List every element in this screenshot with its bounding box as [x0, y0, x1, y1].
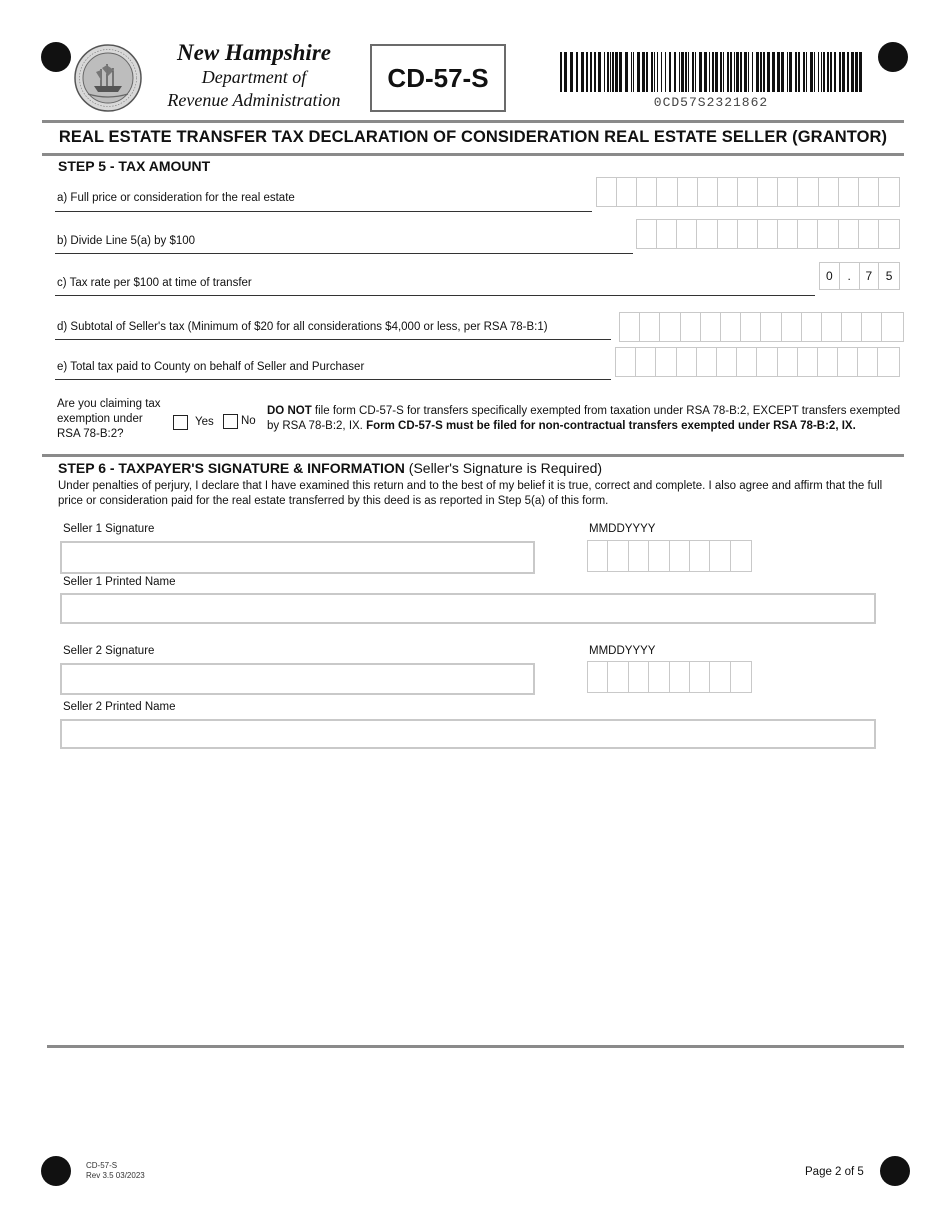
barcode-bar — [560, 52, 562, 92]
barcode-bar — [695, 52, 696, 92]
barcode-bar — [570, 52, 573, 92]
seller2-signature-field[interactable] — [60, 663, 535, 695]
barcode-bar — [781, 52, 784, 92]
barcode-bar — [586, 52, 588, 92]
barcode-bar — [576, 52, 578, 92]
barcode-bar — [607, 52, 609, 92]
barcode-bar — [760, 52, 762, 92]
barcode-bar — [712, 52, 714, 92]
line-5d-amount-field[interactable] — [619, 312, 904, 342]
header-rule — [42, 120, 904, 123]
line-5a-underline — [55, 211, 592, 212]
barcode-bar — [859, 52, 862, 92]
exemption-no-checkbox[interactable] — [223, 414, 238, 429]
line-5e-amount-field[interactable] — [615, 347, 900, 377]
line-5a-label: a) Full price or consideration for the real estate — [57, 192, 295, 204]
barcode-bar — [736, 52, 739, 92]
seller2-printed-name-field[interactable] — [60, 719, 876, 749]
rate-digit: . — [840, 263, 860, 289]
barcode-bar — [679, 52, 680, 92]
registration-mark-top-right — [878, 42, 908, 72]
line-5d-label: d) Subtotal of Seller's tax (Minimum of $20 for all considerations $4,000 or less, per RSA 78-B:1) — [57, 321, 548, 333]
barcode-bar — [692, 52, 694, 92]
barcode — [560, 52, 862, 92]
form-id-box — [370, 44, 506, 112]
seller1-name-label: Seller 1 Printed Name — [63, 576, 176, 588]
barcode-bar — [734, 52, 735, 92]
barcode-bar — [748, 52, 749, 92]
agency-name — [148, 40, 360, 112]
barcode-bar — [744, 52, 747, 92]
barcode-bar — [646, 52, 648, 92]
barcode-bar — [704, 52, 707, 92]
barcode-bar — [803, 52, 805, 92]
perjury-declaration: Under penalties of perjury, I declare that I have examined this return and to the best of my belief it is true, correct and complete. I also agree and affirm that the full price or consideration paid for the real estate transferred by this deed is as reported in Step 5(a) of this form. — [58, 480, 883, 507]
department-line-2: Revenue Administration — [167, 90, 341, 110]
seller1-printed-name-field[interactable] — [60, 593, 876, 624]
barcode-bar — [610, 52, 611, 92]
barcode-bar — [699, 52, 702, 92]
bottom-rule — [47, 1045, 904, 1048]
barcode-bar — [767, 52, 770, 92]
barcode-bar — [818, 52, 819, 92]
rate-digit: 7 — [860, 263, 880, 289]
registration-mark-top-left — [41, 42, 71, 72]
state-name: New Hampshire — [177, 40, 331, 65]
rate-digit: 0 — [820, 263, 840, 289]
barcode-bar — [810, 52, 813, 92]
seller2-date-field[interactable] — [587, 661, 752, 693]
barcode-bar — [798, 52, 800, 92]
seller1-date-label: MMDDYYYY — [589, 523, 656, 535]
barcode-bar — [787, 52, 788, 92]
footer-form-info: CD-57-S Rev 3.5 03/2023 — [86, 1161, 145, 1180]
barcode-bar — [651, 52, 653, 92]
barcode-bar — [720, 52, 722, 92]
exemption-yes-label: Yes — [195, 416, 214, 428]
exemption-yes-checkbox[interactable] — [173, 415, 188, 430]
barcode-bar — [715, 52, 718, 92]
seller1-signature-label: Seller 1 Signature — [63, 523, 155, 535]
exemption-no-label: No — [241, 415, 256, 427]
barcode-bar — [821, 52, 822, 92]
barcode-bar — [772, 52, 775, 92]
barcode-bar — [637, 52, 640, 92]
barcode-bar — [847, 52, 849, 92]
barcode-bar — [855, 52, 858, 92]
barcode-bar — [633, 52, 634, 92]
barcode-bar — [688, 52, 689, 92]
barcode-bar — [740, 52, 742, 92]
barcode-bar — [795, 52, 797, 92]
state-seal-icon — [74, 44, 142, 112]
seller2-name-label: Seller 2 Printed Name — [63, 701, 176, 713]
rate-digit: 5 — [885, 269, 893, 283]
barcode-bar — [789, 52, 792, 92]
barcode-bar — [669, 52, 671, 92]
line-5b-underline — [55, 253, 633, 254]
barcode-bar — [581, 52, 584, 92]
line-5c-label: c) Tax rate per $100 at time of transfer — [57, 277, 252, 289]
barcode-bar — [612, 52, 614, 92]
barcode-bar — [674, 52, 676, 92]
barcode-bar — [727, 52, 729, 92]
barcode-bar — [752, 52, 753, 92]
barcode-bar — [665, 52, 666, 92]
line-5a-amount-field[interactable] — [596, 177, 900, 207]
barcode-bar — [823, 52, 825, 92]
step6-rule — [42, 454, 904, 457]
barcode-bar — [604, 52, 605, 92]
line-5b-label: b) Divide Line 5(a) by $100 — [57, 235, 196, 247]
barcode-bar — [777, 52, 780, 92]
barcode-bar — [756, 52, 759, 92]
barcode-bar — [594, 52, 596, 92]
barcode-bar — [723, 52, 724, 92]
barcode-bar — [839, 52, 841, 92]
barcode-bar — [814, 52, 815, 92]
barcode-bar — [685, 52, 687, 92]
barcode-bar — [661, 52, 662, 92]
seller1-signature-field[interactable] — [60, 541, 535, 574]
barcode-bar — [834, 52, 836, 92]
barcode-bar — [631, 52, 632, 92]
barcode-bar — [657, 52, 658, 92]
line-5b-amount-field[interactable] — [636, 219, 900, 249]
barcode-bar — [851, 52, 854, 92]
registration-mark-bottom-right — [880, 1156, 910, 1186]
barcode-bar — [625, 52, 628, 92]
barcode-bar — [830, 52, 832, 92]
barcode-bar — [564, 52, 567, 92]
registration-mark-bottom-left — [41, 1156, 71, 1186]
form-title: REAL ESTATE TRANSFER TAX DECLARATION OF CONSIDERATION REAL ESTATE SELLER (GRANTOR) — [58, 128, 888, 146]
barcode-bar — [827, 52, 829, 92]
line-5e-underline — [55, 379, 611, 380]
form-id: CD-57-S — [387, 62, 489, 93]
barcode-bar — [709, 52, 710, 92]
barcode-bar — [806, 52, 807, 92]
barcode-bar — [642, 52, 645, 92]
barcode-bar — [590, 52, 592, 92]
department-line-1: Department of — [201, 67, 307, 87]
barcode-bar — [598, 52, 601, 92]
barcode-bar — [730, 52, 732, 92]
exemption-question: Are you claiming tax exemption under RSA 78-B:2? — [57, 398, 161, 440]
step5-heading: STEP 5 - TAX AMOUNT — [58, 158, 211, 174]
barcode-bar — [619, 52, 622, 92]
barcode-bar — [615, 52, 618, 92]
line-5c-underline — [55, 295, 815, 296]
barcode-bar — [763, 52, 765, 92]
exemption-notice: DO NOT file form CD-57-S for transfers specifically exempted from taxation under RSA 78-B:2, EXCEPT transfers exempted by RSA 78-B:2, IX. Form CD-57-S must be filed for non-contractual transfers exempted under RSA 78-B:2, IX. — [267, 405, 901, 432]
seller1-date-field[interactable] — [587, 540, 752, 572]
barcode-bar — [842, 52, 845, 92]
barcode-bar — [681, 52, 684, 92]
seller2-signature-label: Seller 2 Signature — [63, 645, 155, 657]
line-5c-rate-field — [819, 262, 900, 290]
page-number: Page 2 of 5 — [805, 1166, 864, 1178]
step6-heading: STEP 6 - TAXPAYER'S SIGNATURE & INFORMATION (Seller's Signature is Required) — [58, 460, 603, 476]
line-5d-underline — [55, 339, 611, 340]
barcode-number: 0CD57S2321862 — [653, 95, 769, 110]
barcode-bar — [654, 52, 655, 92]
seller2-date-label: MMDDYYYY — [589, 645, 656, 657]
line-5e-label: e) Total tax paid to County on behalf of Seller and Purchaser — [57, 361, 365, 373]
title-rule — [42, 153, 904, 156]
